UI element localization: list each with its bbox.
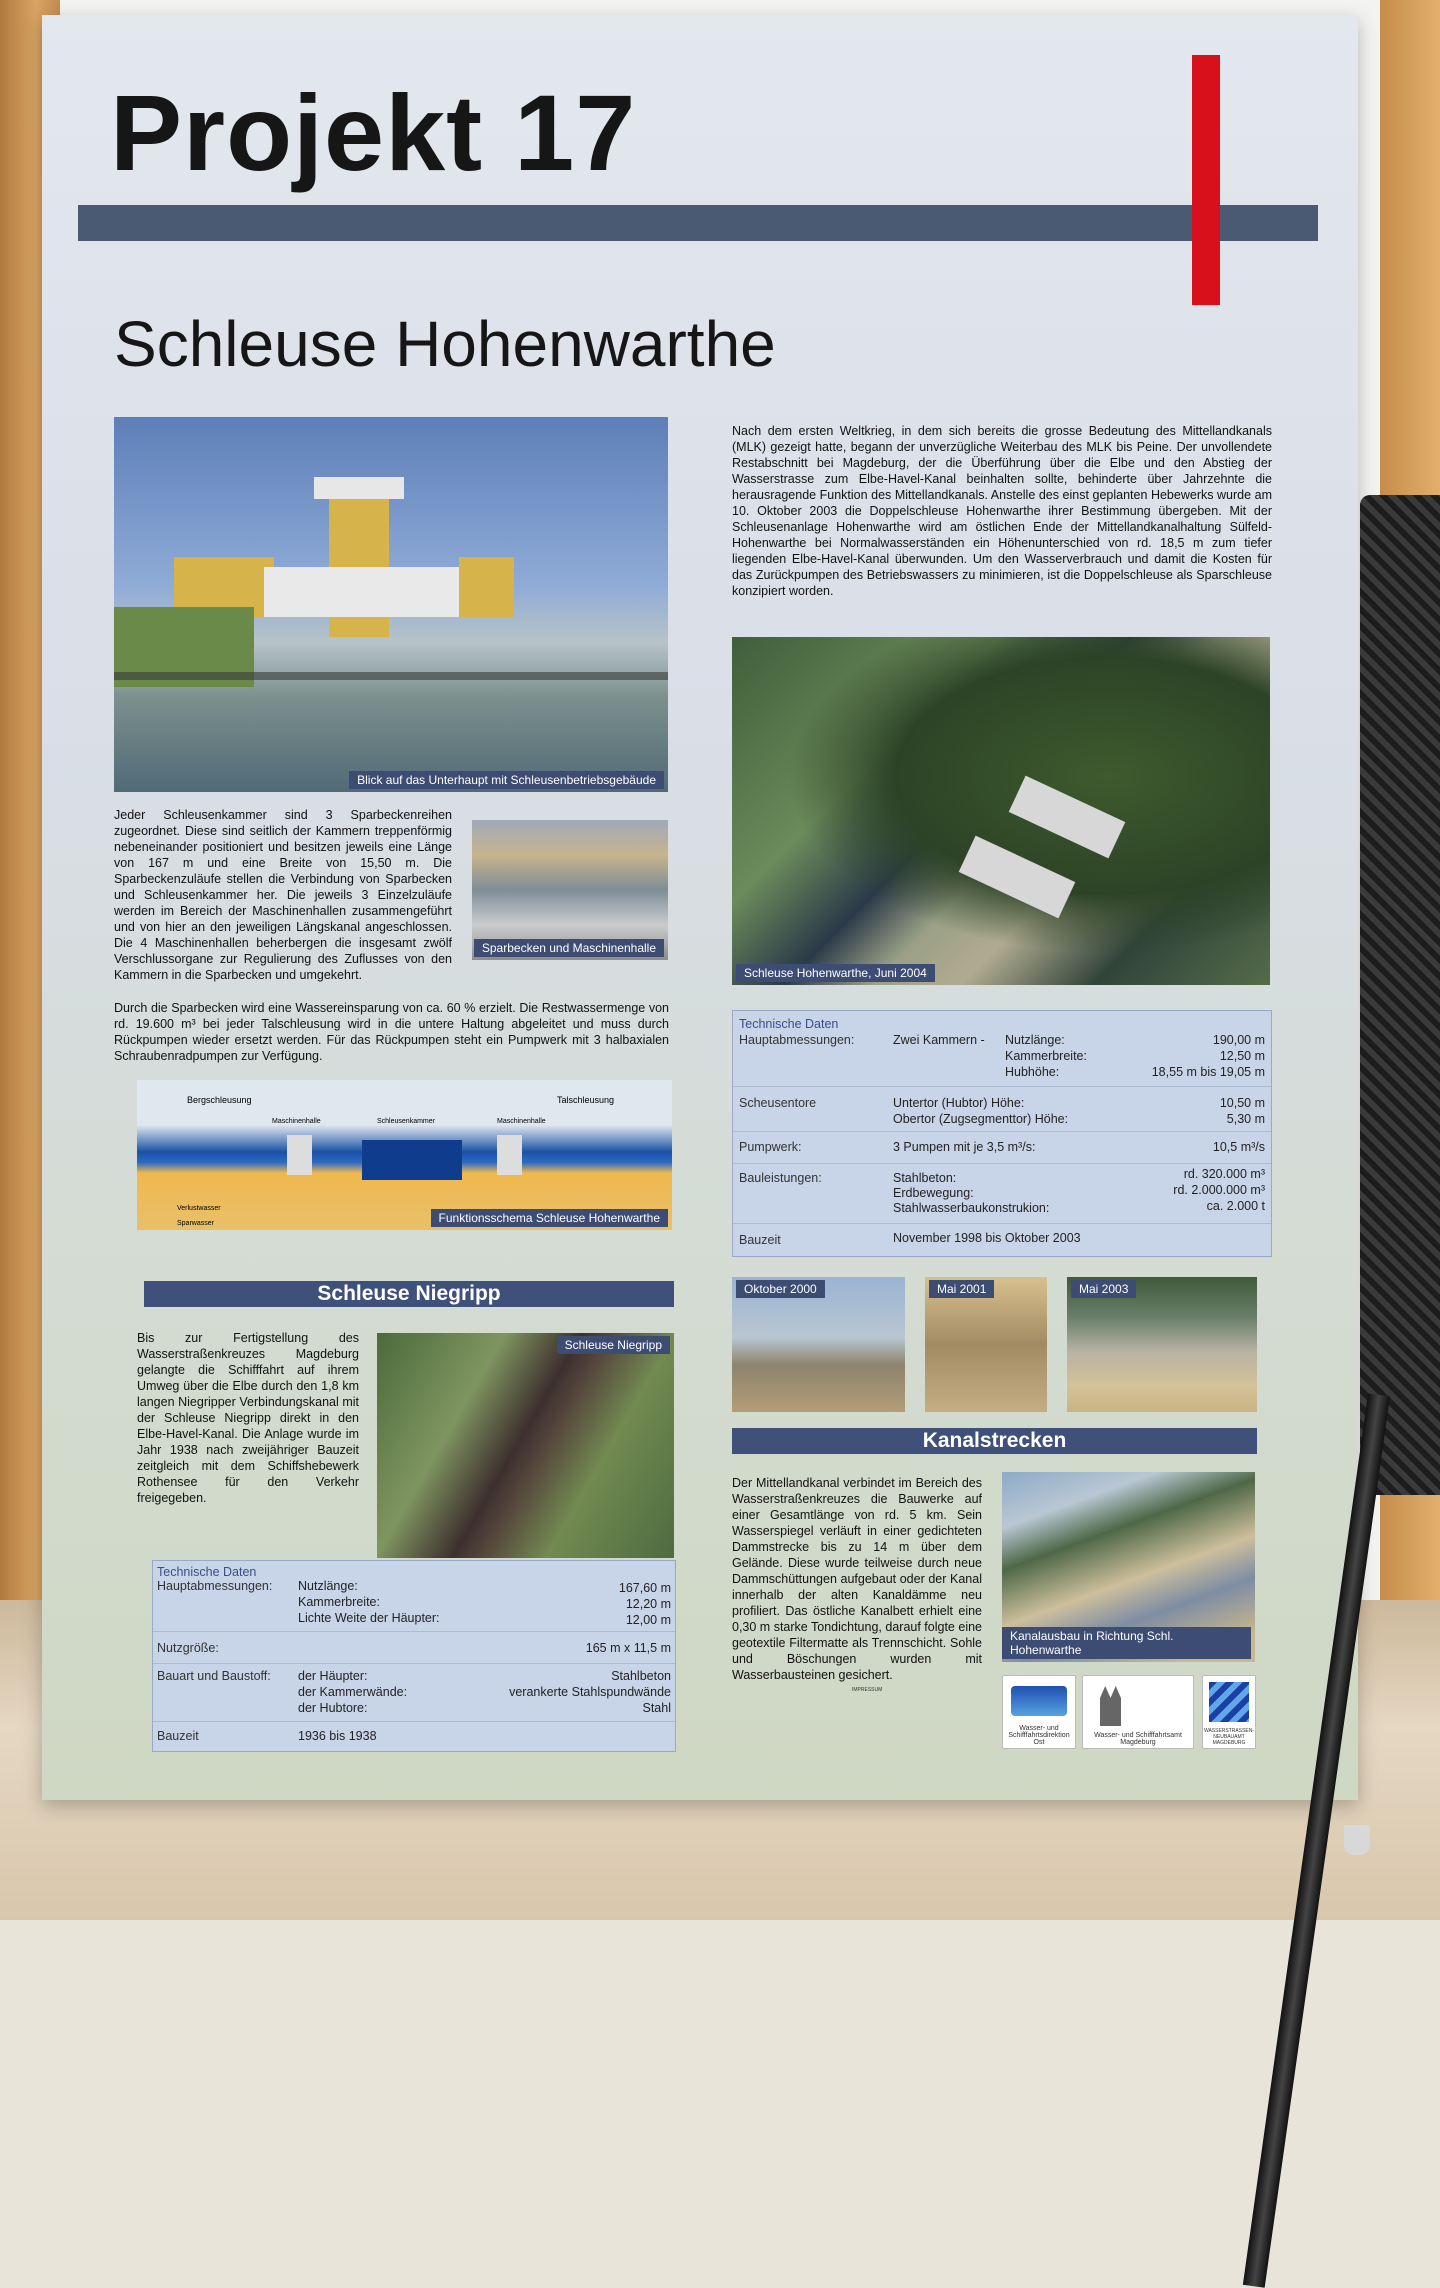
- schema-label: Talschleusung: [557, 1095, 615, 1105]
- row-sub: Zwei Kammern -: [893, 1033, 985, 1047]
- row-key: Nutzlänge:: [298, 1579, 358, 1593]
- photo-construction-2003: [1067, 1277, 1257, 1412]
- photo-caption: Kanalausbau in Richtung Schl. Hohenwarthe: [1002, 1627, 1251, 1659]
- row-key: 3 Pumpen mit je 3,5 m³/s:: [893, 1140, 1036, 1154]
- wna-magdeburg-logo: [1202, 1675, 1256, 1749]
- tech-data-table-niegripp: [152, 1560, 676, 1752]
- row-key: Stahlwasserbaukonstrukion:: [893, 1201, 1050, 1215]
- row-value: verankerte Stahlspundwände: [509, 1685, 671, 1699]
- row-value: 18,55 m bis 19,05 m: [1151, 1065, 1265, 1079]
- row-label: Pumpwerk:: [739, 1140, 802, 1154]
- photo-caption: Mai 2001: [929, 1280, 994, 1298]
- impressum: IMPRESSUM: [852, 1687, 883, 1693]
- schema-label: Maschinenhalle: [497, 1118, 546, 1125]
- row-key: Kammerbreite:: [1005, 1049, 1087, 1063]
- row-key: Obertor (Zugsegmenttor) Höhe:: [893, 1112, 1069, 1126]
- photo-aerial-lock: [732, 637, 1270, 985]
- row-value: 165 m x 11,5 m: [585, 1641, 671, 1655]
- red-accent-bar: [1192, 55, 1220, 305]
- sparbecken-paragraph-2: Durch die Sparbecken wird eine Wassereinsparung von ca. 60 % erzielt. Die Restwassermenge von rd. 19.600 m³ bei jeder Talschleusung wird in die untere Haltung abgeleitet und muss durch Rückpumpen wieder ersetzt werden. Für das Rückpumpen steht ein Pumpwerk mit 3 halbaxialen Schraubenradpumpen zur Verfügung.: [114, 1001, 669, 1063]
- row-value: 167,60 m: [618, 1581, 671, 1595]
- photo-caption: Sparbecken und Maschinenhalle: [474, 939, 664, 957]
- photo-sparbecken: [472, 820, 668, 960]
- photo-caption: Schleuse Hohenwarthe, Juni 2004: [736, 964, 935, 982]
- tech-data-table-hohenwarthe: [732, 1010, 1272, 1257]
- header-bar: [78, 205, 1318, 241]
- photo-caption: Mai 2003: [1071, 1280, 1136, 1298]
- logo-caption: Wasser- und Schifffahrtsdirektion Ost: [1008, 1725, 1070, 1746]
- photo-caption: Blick auf das Unterhaupt mit Schleusenbetriebsgebäude: [349, 771, 664, 789]
- niegripp-paragraph: Bis zur Fertigstellung des Wasserstraßenkreuzes Magdeburg gelangte die Schifffahrt auf ihrem Umweg über die Elbe durch den 1,8 km langen Niegripper Verbindungskanal mit der Schleuse Niegripp direkt in den Elbe-Havel-Kanal. Die Anlage wurde im Jahr 1938 nach zweijähriger Bauzeit zeitgleich mit dem Schiffshebewerk Rothensee für den Verkehr freigegeben.: [137, 1331, 359, 1505]
- row-value: Stahlbeton: [611, 1669, 671, 1683]
- schema-label: Verlustwasser: [177, 1205, 221, 1212]
- row-key: der Hubtore:: [298, 1701, 368, 1715]
- row-value: 12,00 m: [625, 1613, 671, 1627]
- row-label: Hauptabmessungen:: [739, 1033, 855, 1047]
- photo-lock-building: [114, 417, 668, 792]
- poster-subtitle: Schleuse Hohenwarthe: [114, 308, 776, 380]
- row-value: 190,00 m: [1212, 1033, 1265, 1047]
- schema-label: Schleusenkammer: [377, 1118, 435, 1125]
- photo-caption: Oktober 2000: [736, 1280, 825, 1298]
- chair: [1360, 495, 1440, 1875]
- row-label: Nutzgröße:: [157, 1641, 219, 1655]
- row-label: Bauleistungen:: [739, 1171, 822, 1185]
- wsd-ost-logo: [1002, 1675, 1076, 1749]
- table-header: Technische Daten: [157, 1565, 257, 1579]
- schema-label: Bergschleusung: [187, 1095, 252, 1105]
- logo-caption: Wasser- und Schifffahrtsamt Magdeburg: [1094, 1732, 1182, 1746]
- row-value: 10,50 m: [1219, 1096, 1265, 1110]
- row-value: Stahl: [642, 1701, 671, 1715]
- row-key: Hubhöhe:: [1005, 1065, 1060, 1079]
- photo-niegripp: [377, 1333, 674, 1558]
- row-label: Bauzeit: [157, 1729, 199, 1743]
- photo-caption: Schleuse Niegripp: [557, 1336, 670, 1354]
- row-value: rd. 320.000 m³: [1183, 1167, 1265, 1181]
- row-value: 12,50 m: [1219, 1049, 1265, 1063]
- section-heading-niegripp: Schleuse Niegripp: [144, 1281, 674, 1307]
- row-label: Bauart und Baustoff:: [157, 1669, 271, 1683]
- row-value: ca. 2.000 t: [1206, 1199, 1265, 1213]
- intro-paragraph: Nach dem ersten Weltkrieg, in dem sich bereits die grosse Bedeutung des Mittellandkanals (MLK) gezeigt hatte, begann der unverzügliche Weiterbau des MLK bis Peine. Der unvollendete Restabschnitt bei Magdeburg, der die Überführung über die Elbe und den Abstieg der Wasserstrasse zum Elbe-Havel-Kanal beinhalten sollte, behinderte über Jahrzehnte die herausragende Funktion des Mittellandkanals. Anstelle des einst geplanten Hebewerks wurde am 10. Oktober 2003 die Doppelschleuse Hohenwarthe ihrer Bestimmung übergeben. Mit der Schleusenanlage Hohenwarthe wird am östlichen Ende der Mittellandkanalhaltung Sülfeld-Hohenwarthe bei Normalwasserständen ein Höhenunterschied von rd. 18,5 m zum tiefer liegenden Elbe-Havel-Kanal überwunden. Um den Wasserverbrauch und damit die Kosten für das Zurückpumpen des Betriebswassers zu minimieren, ist die Doppelschleuse als Sparschleuse konzipiert worden.: [732, 424, 1272, 598]
- row-label: Hauptabmessungen:: [157, 1579, 273, 1593]
- row-key: Erdbewegung:: [893, 1186, 974, 1200]
- row-value: rd. 2.000.000 m³: [1173, 1183, 1265, 1197]
- wsa-magdeburg-logo: [1082, 1675, 1194, 1749]
- schema-label: Sparwasser: [177, 1220, 214, 1227]
- photo-caption: Funktionsschema Schleuse Hohenwarthe: [431, 1209, 668, 1227]
- table-header: Technische Daten: [739, 1017, 839, 1031]
- logo-caption: WASSERSTRASSEN-NEUBAUAMT MAGDEBURG: [1203, 1728, 1255, 1746]
- photo-construction-2000: [732, 1277, 905, 1412]
- kanal-paragraph: Der Mittellandkanal verbindet im Bereich des Wasserstraßenkreuzes die Bauwerke auf einer Gesamtlänge von rd. 5 km. Sein Wasserspiegel verläuft in einer gedichteten Dammstrecke bis zu 14 m über dem Gelände. Diese wurde teilweise durch neue Dammschüttungen aufgebaut oder der Kanal innerhalb der alten Kanaldämme neu profiliert. Das östliche Kanalbett erhielt eine 0,30 m starke Tondichtung, darauf folgte eine geotextile Filtermatte als Trennschicht. Sohle und Böschungen wurden mit Wasserbausteinen gesichert.: [732, 1476, 982, 1682]
- row-value: 5,30 m: [1226, 1112, 1265, 1126]
- row-value: November 1998 bis Oktober 2003: [893, 1231, 1081, 1245]
- photo-canal-construction: [1002, 1472, 1255, 1662]
- row-value: 12,20 m: [625, 1597, 671, 1611]
- photo-construction-2001: [925, 1277, 1047, 1412]
- row-key: Untertor (Hubtor) Höhe:: [893, 1096, 1025, 1110]
- row-key: der Häupter:: [298, 1669, 368, 1683]
- poster-board: [42, 15, 1358, 1800]
- row-key: Lichte Weite der Häupter:: [298, 1611, 440, 1625]
- row-value: 1936 bis 1938: [298, 1729, 377, 1743]
- row-key: Stahlbeton:: [893, 1171, 957, 1185]
- logo-row: [1002, 1675, 1257, 1755]
- section-heading-kanal: Kanalstrecken: [732, 1428, 1257, 1454]
- row-key: der Kammerwände:: [298, 1685, 408, 1699]
- sparbecken-paragraph: Jeder Schleusenkammer sind 3 Sparbeckenreihen zugeordnet. Diese sind seitlich der Kammern treppenförmig nebeneinander positioniert und besitzen jeweils eine Länge von 167 m und eine Breite von 15,50 m. Die Sparbeckenzuläufe stellen die Verbindung von Sparbecken und Schleusenkammer her. Die jeweils 3 Einzelzuläufe werden im Bereich der Maschinenhallen zusammengeführt und von hier an den jeweiligen Längskanal angeschlossen. Die 4 Maschinenhallen beherbergen die insgesamt zwölf Verschlussorgane zur Regulierung des Zuflusses von den Kammern in die Sparbecken und umgekehrt.: [114, 808, 452, 982]
- row-value: 10,5 m³/s: [1212, 1140, 1265, 1154]
- diagram-lock-schema: [137, 1080, 672, 1230]
- row-key: Kammerbreite:: [298, 1595, 380, 1609]
- row-key: Nutzlänge:: [1005, 1033, 1065, 1047]
- row-label: Scheusentore: [739, 1096, 817, 1110]
- poster-title: Projekt 17: [110, 72, 637, 193]
- schema-label: Maschinenhalle: [272, 1118, 321, 1125]
- row-label: Bauzeit: [739, 1233, 781, 1247]
